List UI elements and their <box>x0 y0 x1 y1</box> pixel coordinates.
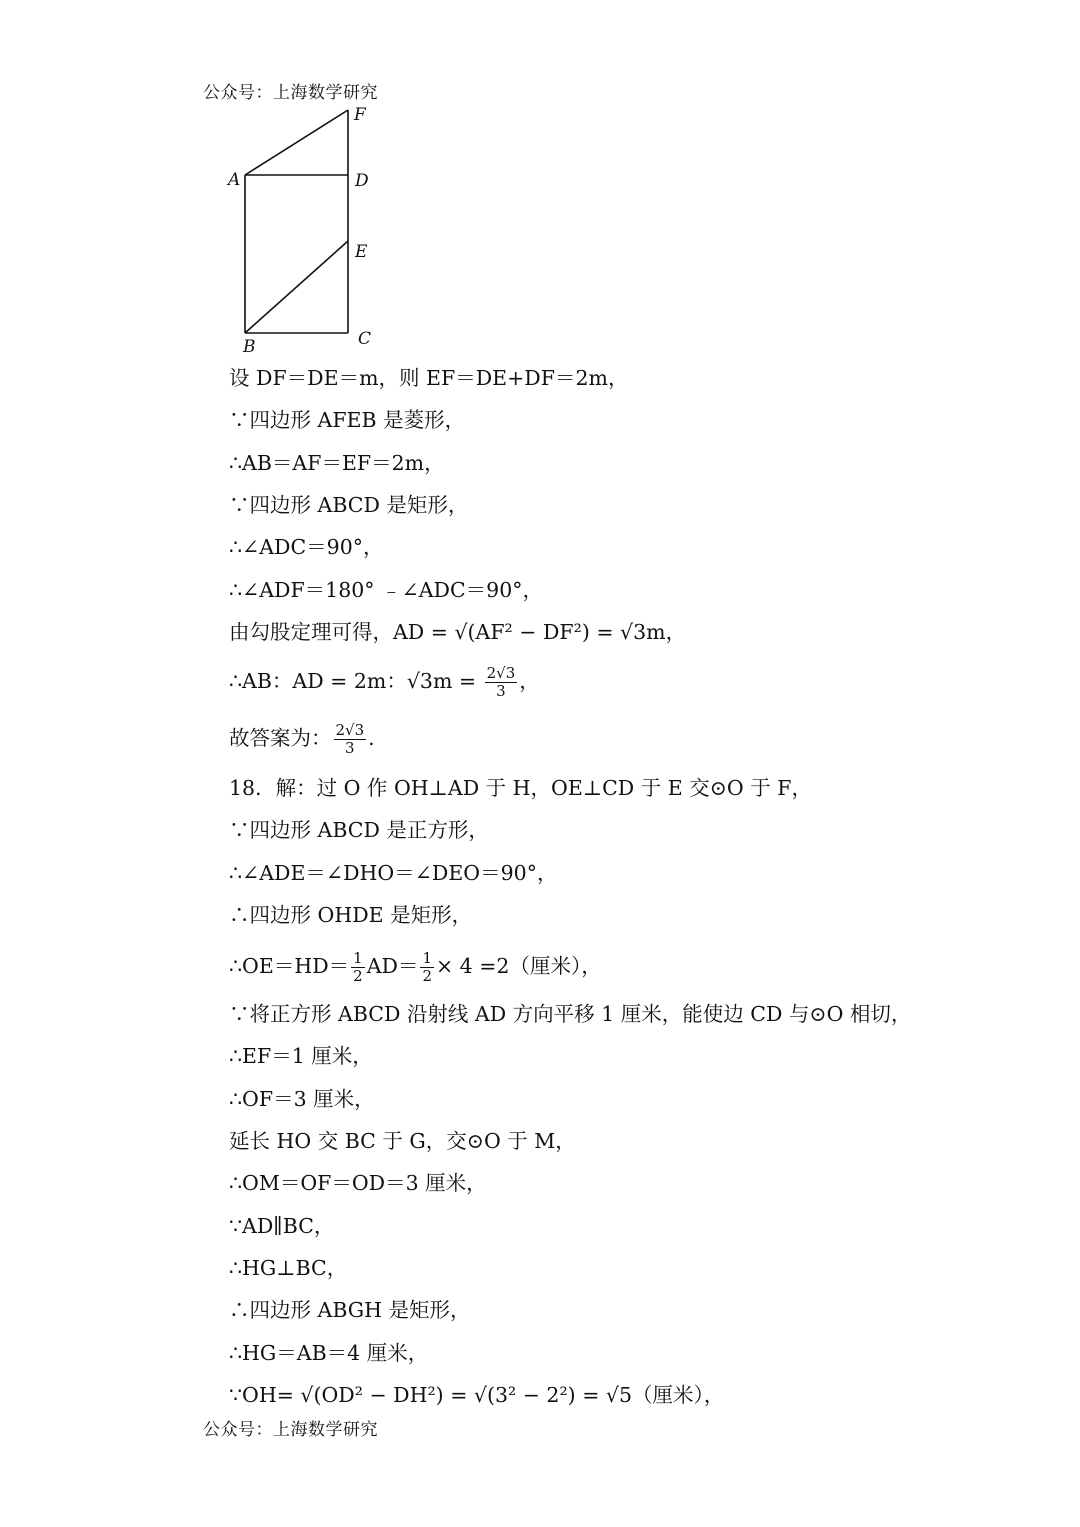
text-line: 由勾股定理可得，AD = √(AF² − DF²) = √3m， <box>229 620 687 644</box>
answer-line <box>229 722 375 757</box>
text-line: ∴HG⊥BC， <box>229 1256 348 1280</box>
page-footer: 公众号：上海数学研究 <box>203 1420 378 1440</box>
text-line: ∵AD∥BC， <box>229 1214 335 1238</box>
label-A: A <box>228 170 241 190</box>
geometry-figure <box>224 100 384 358</box>
text-line: 设 DF＝DE＝m，则 EF＝DE+DF＝2m， <box>229 366 629 390</box>
half-prefix: ∴OE＝HD＝ <box>229 954 350 978</box>
half-mid: AD＝ <box>366 954 419 978</box>
half-fraction-2 <box>420 950 434 985</box>
fraction-denominator: 3 <box>345 739 355 757</box>
fraction-numerator: 2√3 <box>335 721 365 739</box>
text-line: ∴AB＝AF＝EF＝2m， <box>229 451 445 475</box>
text-line: ∴∠ADC＝90°， <box>229 535 384 559</box>
half-suffix: × 4 =2（厘米）， <box>435 954 602 978</box>
label-C: C <box>358 329 372 349</box>
text-line: ∵四边形 ABCD 是矩形， <box>229 493 469 517</box>
text-line: ∴OM＝OF＝OD＝3 厘米， <box>229 1171 487 1195</box>
edge-AF <box>245 110 348 175</box>
label-D: D <box>355 171 369 191</box>
text-line: ∴四边形 OHDE 是矩形， <box>229 903 473 927</box>
text-line: ∵四边形 ABCD 是正方形， <box>229 818 489 842</box>
label-B: B <box>243 337 256 357</box>
text-line: ∴HG＝AB＝4 厘米， <box>229 1341 429 1365</box>
text-line: ∴四边形 ABGH 是矩形， <box>229 1298 471 1322</box>
ratio-prefix: ∴AB：AD = 2m：√3m = <box>229 669 483 693</box>
label-F: F <box>354 105 366 125</box>
answer-fraction <box>334 722 367 757</box>
text-line: ∴∠ADE＝∠DHO＝∠DEO＝90°， <box>229 861 558 885</box>
fraction-numerator: 1 <box>422 949 432 967</box>
fraction-denominator: 2 <box>422 967 432 985</box>
text-line: ∴∠ADF＝180° ﹣∠ADC＝90°， <box>229 578 544 602</box>
fraction-denominator: 2 <box>353 967 363 985</box>
text-line: ∴OF＝3 厘米， <box>229 1087 375 1111</box>
answer-prefix: 故答案为： <box>229 726 332 750</box>
ratio-suffix: ， <box>519 669 540 693</box>
text-line: 延长 HO 交 BC 于 G，交⊙O 于 M， <box>229 1129 576 1153</box>
fraction-numerator: 1 <box>353 949 363 967</box>
answer-suffix: . <box>368 726 375 750</box>
ratio-fraction <box>485 665 518 700</box>
edge-BE <box>245 241 348 333</box>
ratio-line <box>229 665 540 700</box>
fraction-denominator: 3 <box>496 682 506 700</box>
label-E: E <box>355 242 368 262</box>
fraction-numerator: 2√3 <box>486 664 516 682</box>
text-line: ∵将正方形 ABCD 沿射线 AD 方向平移 1 厘米，能使边 CD 与⊙O 相切， <box>229 1002 912 1026</box>
half-line <box>229 950 602 985</box>
half-fraction-1 <box>351 950 365 985</box>
text-line: ∵OH= √(OD² − DH²) = √(3² − 2²) = √5（厘米）， <box>229 1383 725 1407</box>
text-line: ∵四边形 AFEB 是菱形， <box>229 408 466 432</box>
page-header: 公众号：上海数学研究 <box>203 83 378 103</box>
text-line: ∴EF＝1 厘米， <box>229 1044 373 1068</box>
text-line: 18．解：过 O 作 OH⊥AD 于 H，OE⊥CD 于 E 交⊙O 于 F， <box>229 776 812 800</box>
